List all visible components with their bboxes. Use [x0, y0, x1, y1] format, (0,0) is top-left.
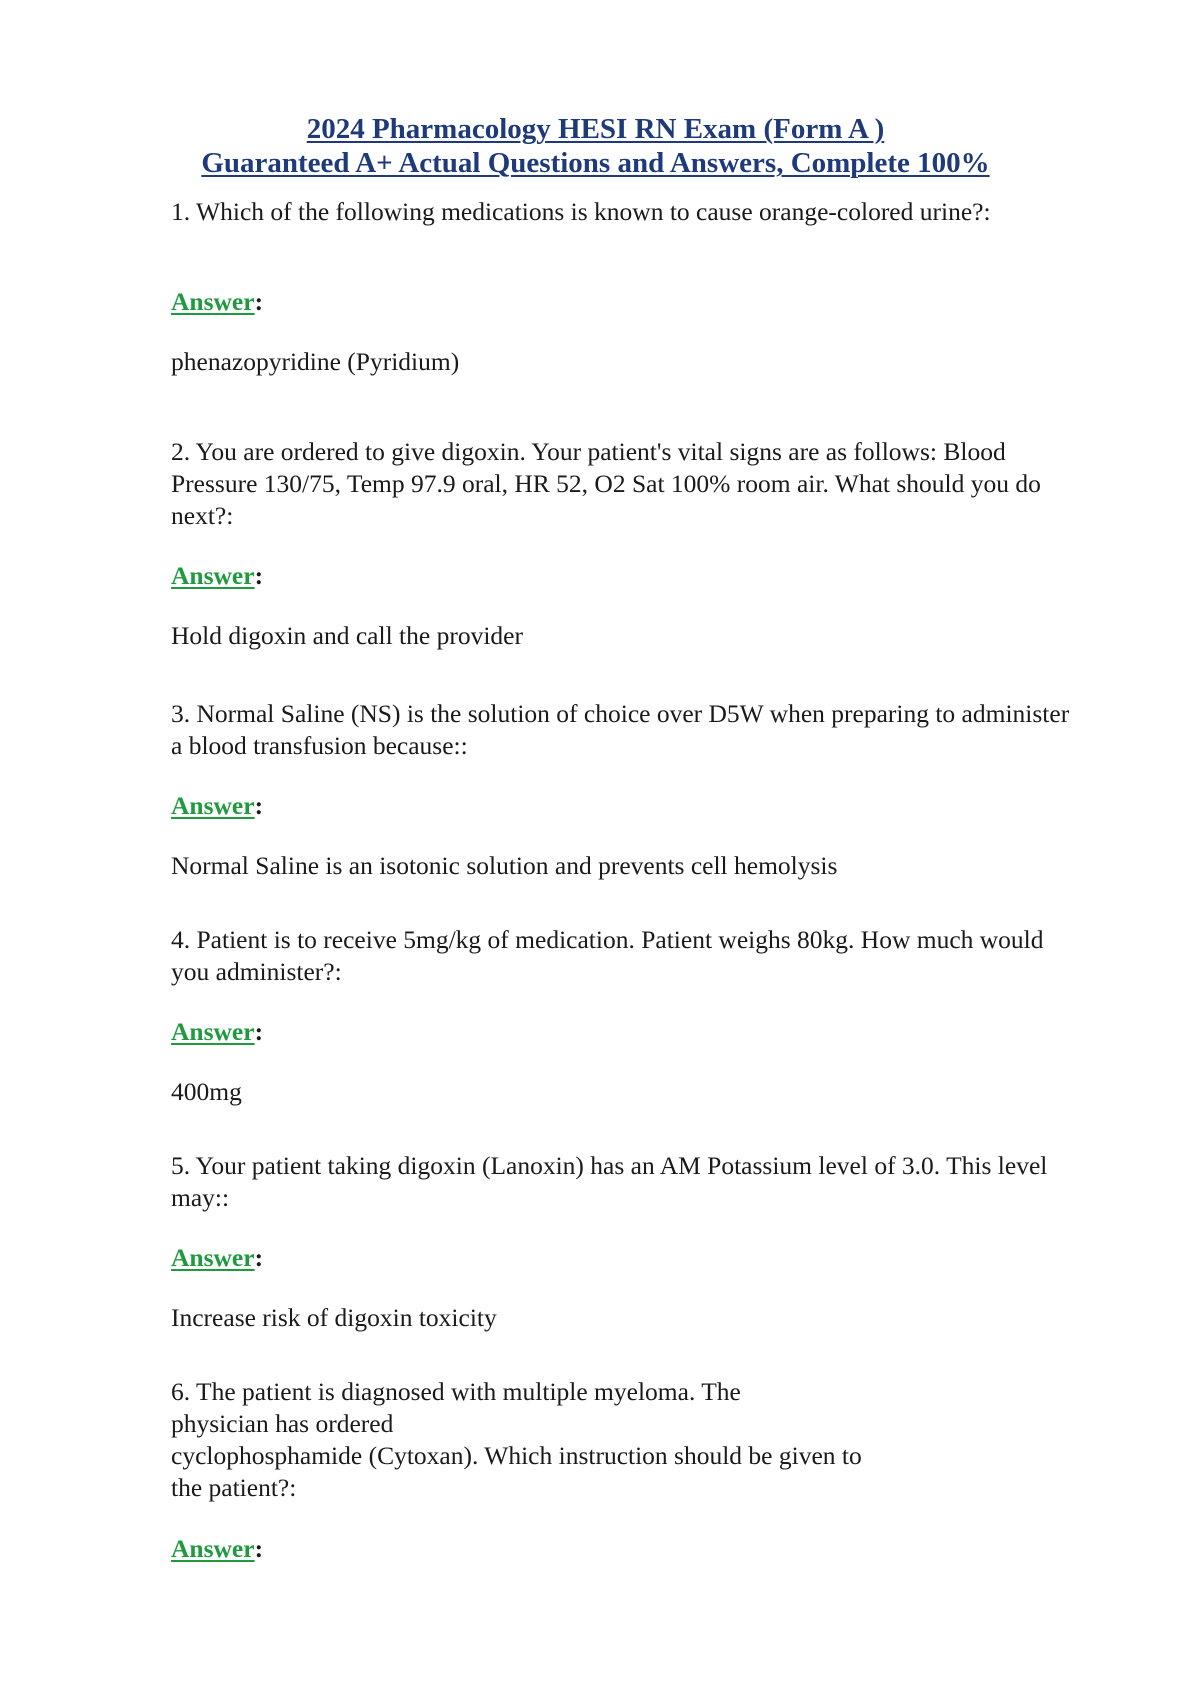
document-title-line-1: 2024 Pharmacology HESI RN Exam (Form A )	[306, 113, 885, 145]
question-line: physician has ordered	[171, 1409, 394, 1438]
answer-colon: :	[254, 287, 264, 316]
answer-word: Answer	[171, 1017, 255, 1046]
document-title-line-2: Guaranteed A+ Actual Questions and Answers, Complete 100%	[201, 147, 990, 179]
question-line: the patient?:	[171, 1473, 297, 1502]
answer-colon: :	[254, 1534, 264, 1563]
question-item-4	[171, 924, 1071, 1106]
question-line: cyclophosphamide (Cytoxan). Which instruction should be given to	[171, 1441, 862, 1470]
question-text: 2. You are ordered to give digoxin. Your patient's vital signs are as follows: Blood Pressure 130/75, Temp 97.9 oral, HR 52, O2 Sat 100% room air. What should you do next?:	[171, 437, 1041, 530]
answer-label	[171, 1016, 263, 1048]
answer-word: Answer	[171, 1534, 255, 1563]
answer-colon: :	[254, 561, 264, 590]
answer-colon: :	[254, 1243, 264, 1272]
answer-text: 400mg	[171, 1077, 242, 1106]
question-item-2	[171, 436, 1071, 650]
question-text	[171, 1376, 931, 1504]
question-item-6	[171, 1376, 1071, 1563]
answer-word: Answer	[171, 1243, 255, 1272]
answer-label	[171, 1533, 263, 1565]
question-text: 5. Your patient taking digoxin (Lanoxin) has an AM Potassium level of 3.0. This level may::	[171, 1151, 1048, 1212]
answer-label	[171, 286, 263, 318]
answer-word: Answer	[171, 287, 255, 316]
question-item-3	[171, 698, 1071, 880]
answer-label	[171, 1242, 263, 1274]
answer-colon: :	[254, 791, 264, 820]
answer-label	[171, 560, 263, 592]
question-text: 3. Normal Saline (NS) is the solution of choice over D5W when preparing to administer a blood transfusion because::	[171, 699, 1070, 760]
question-line: 6. The patient is diagnosed with multiple myeloma. The	[171, 1377, 741, 1406]
question-item-1	[171, 196, 1071, 376]
answer-colon: :	[254, 1017, 264, 1046]
question-text: 1. Which of the following medications is known to cause orange-colored urine?:	[171, 197, 991, 226]
answer-word: Answer	[171, 561, 255, 590]
answer-label	[171, 790, 263, 822]
answer-text: Hold digoxin and call the provider	[171, 621, 523, 650]
question-item-5	[171, 1150, 1071, 1332]
answer-word: Answer	[171, 791, 255, 820]
question-text: 4. Patient is to receive 5mg/kg of medication. Patient weighs 80kg. How much would you administer?:	[171, 925, 1044, 986]
answer-text: Increase risk of digoxin toxicity	[171, 1303, 497, 1332]
answer-text: Normal Saline is an isotonic solution and prevents cell hemolysis	[171, 851, 838, 880]
answer-text: phenazopyridine (Pyridium)	[171, 347, 460, 376]
